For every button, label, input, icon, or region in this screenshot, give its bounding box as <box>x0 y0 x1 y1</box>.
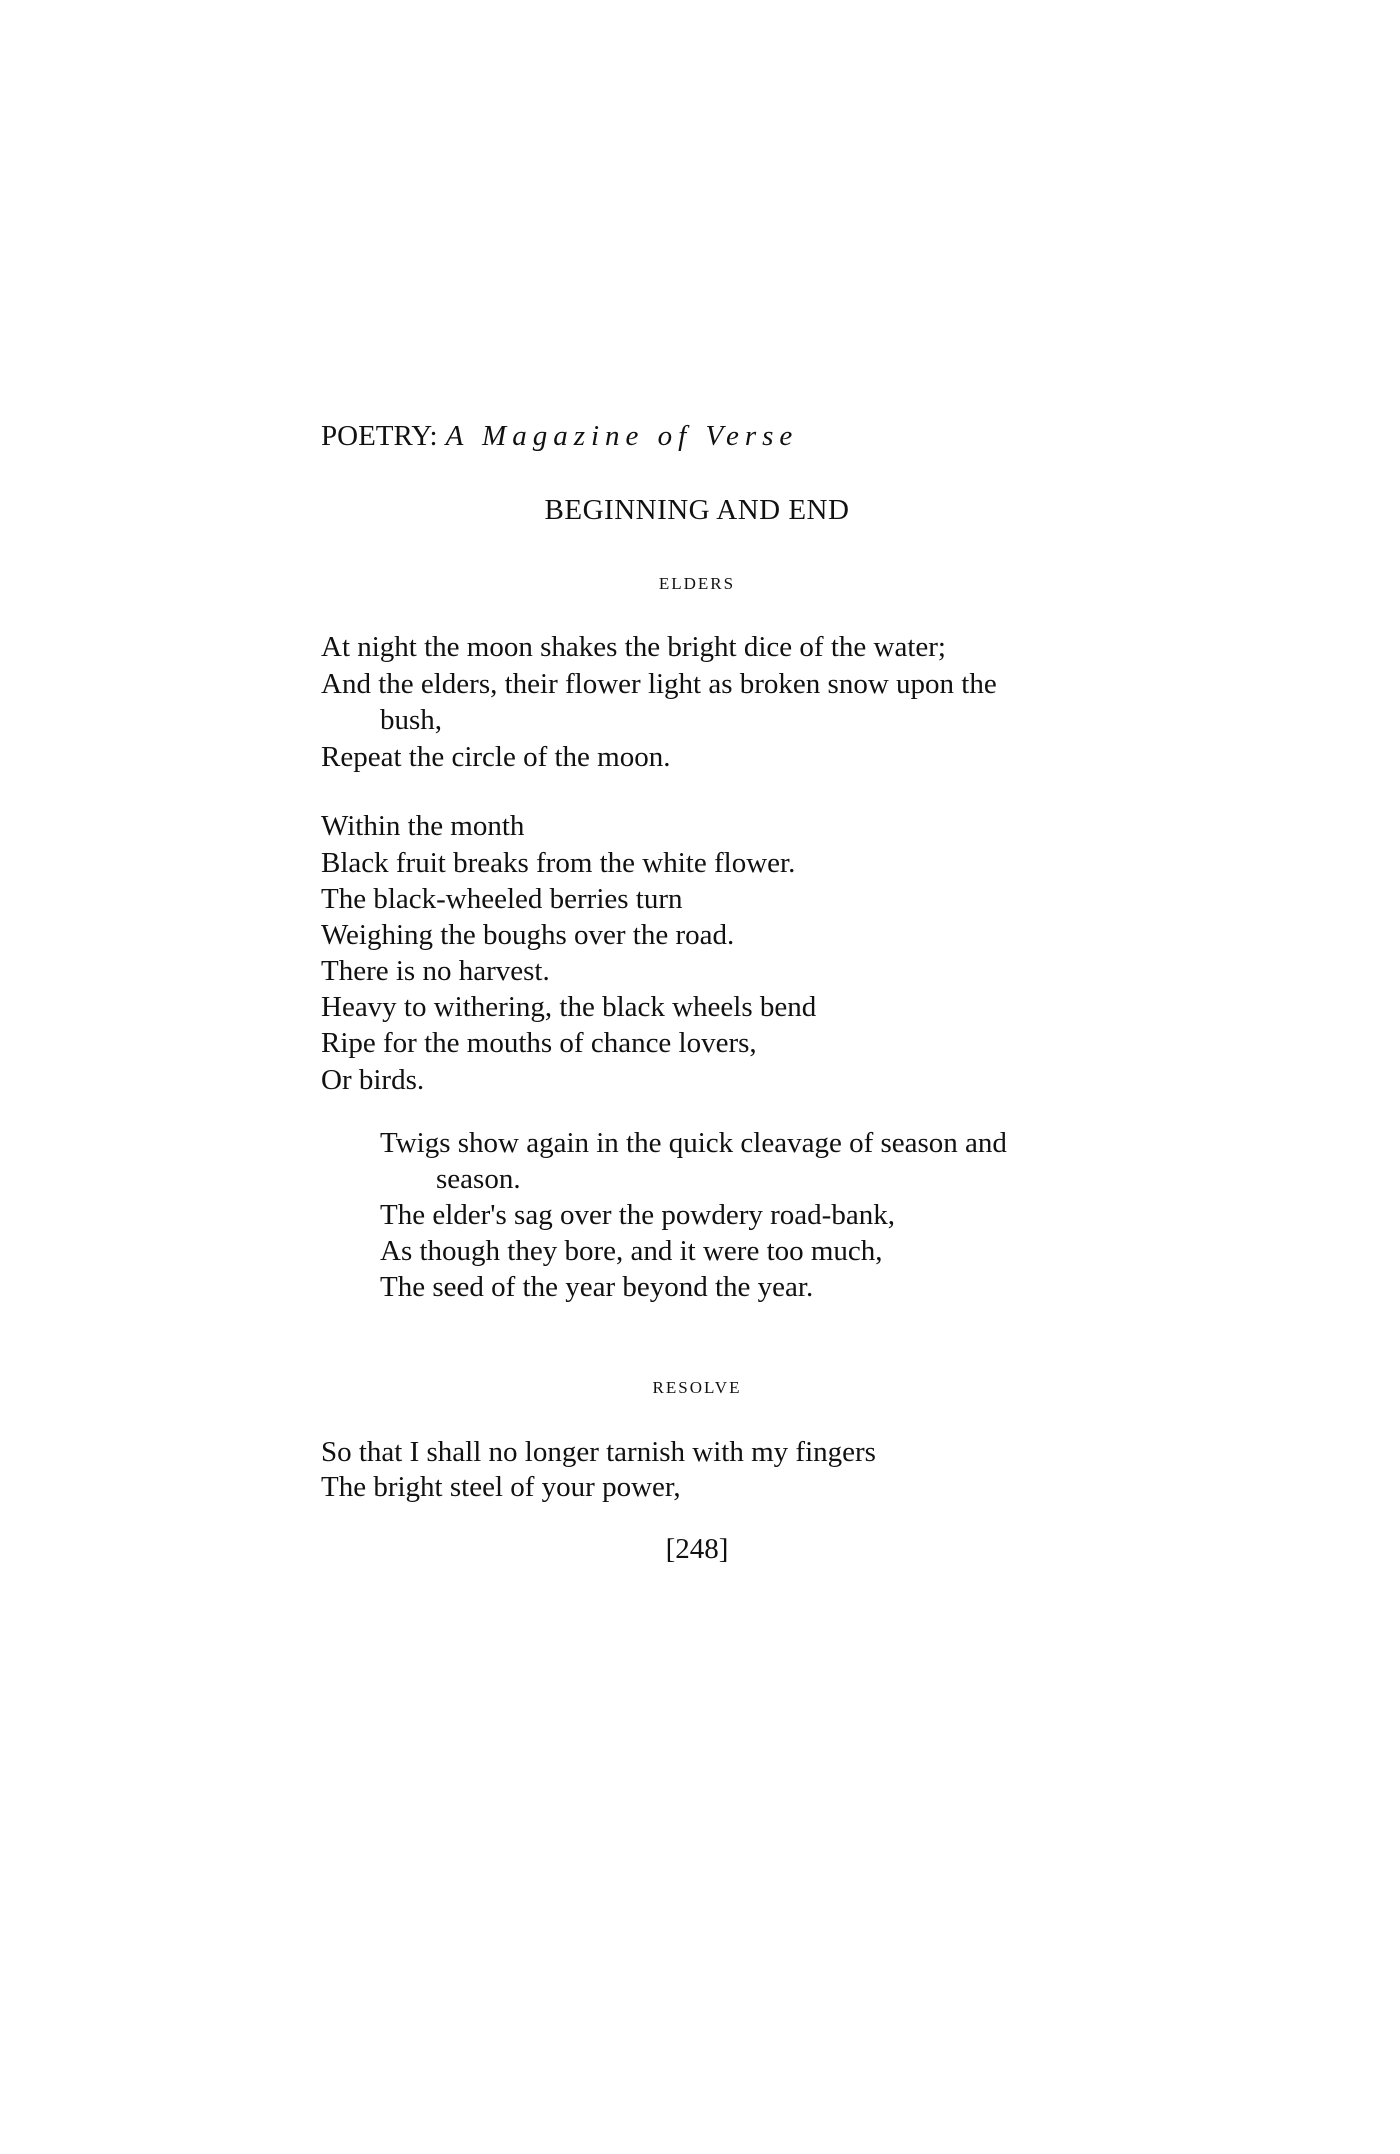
poem-line: The seed of the year beyond the year. <box>380 1271 814 1303</box>
poem-line: Black fruit breaks from the white flower. <box>321 847 796 879</box>
poem-line: Ripe for the mouths of chance lovers, <box>321 1027 757 1059</box>
poem-line: Or birds. <box>321 1064 425 1096</box>
magazine-subtitle: A Magazine of Verse <box>445 420 799 452</box>
poem-line: Within the month <box>321 810 525 842</box>
poem-line: There is no harvest. <box>321 955 550 987</box>
poem-line: And the elders, their flower light as broken snow upon the <box>321 668 997 700</box>
page-title: BEGINNING AND END <box>544 494 850 526</box>
poem-line: At night the moon shakes the bright dice of the water; <box>321 631 946 663</box>
poem-line: season. <box>436 1163 521 1195</box>
poem-line: The bright steel of your power, <box>321 1471 681 1503</box>
poem-line: Twigs show again in the quick cleavage of season and <box>380 1127 1007 1159</box>
poem-line: Heavy to withering, the black wheels bend <box>321 991 817 1023</box>
poem-heading-elders: ELDERS <box>658 574 736 593</box>
magazine-name: POETRY: <box>321 420 438 452</box>
poem-line: bush, <box>380 704 443 736</box>
page-number: [248] <box>665 1533 729 1565</box>
poem-line: Repeat the circle of the moon. <box>321 741 671 773</box>
poem-line: The black-wheeled berries turn <box>321 883 683 915</box>
running-header <box>321 418 798 454</box>
poem-line: As though they bore, and it were too much, <box>380 1235 883 1267</box>
poem-line: Weighing the boughs over the road. <box>321 919 735 951</box>
poem-heading-resolve: RESOLVE <box>652 1378 742 1397</box>
poem-line: So that I shall no longer tarnish with my fingers <box>321 1436 876 1468</box>
poem-line: The elder's sag over the powdery road-bank, <box>380 1199 895 1231</box>
